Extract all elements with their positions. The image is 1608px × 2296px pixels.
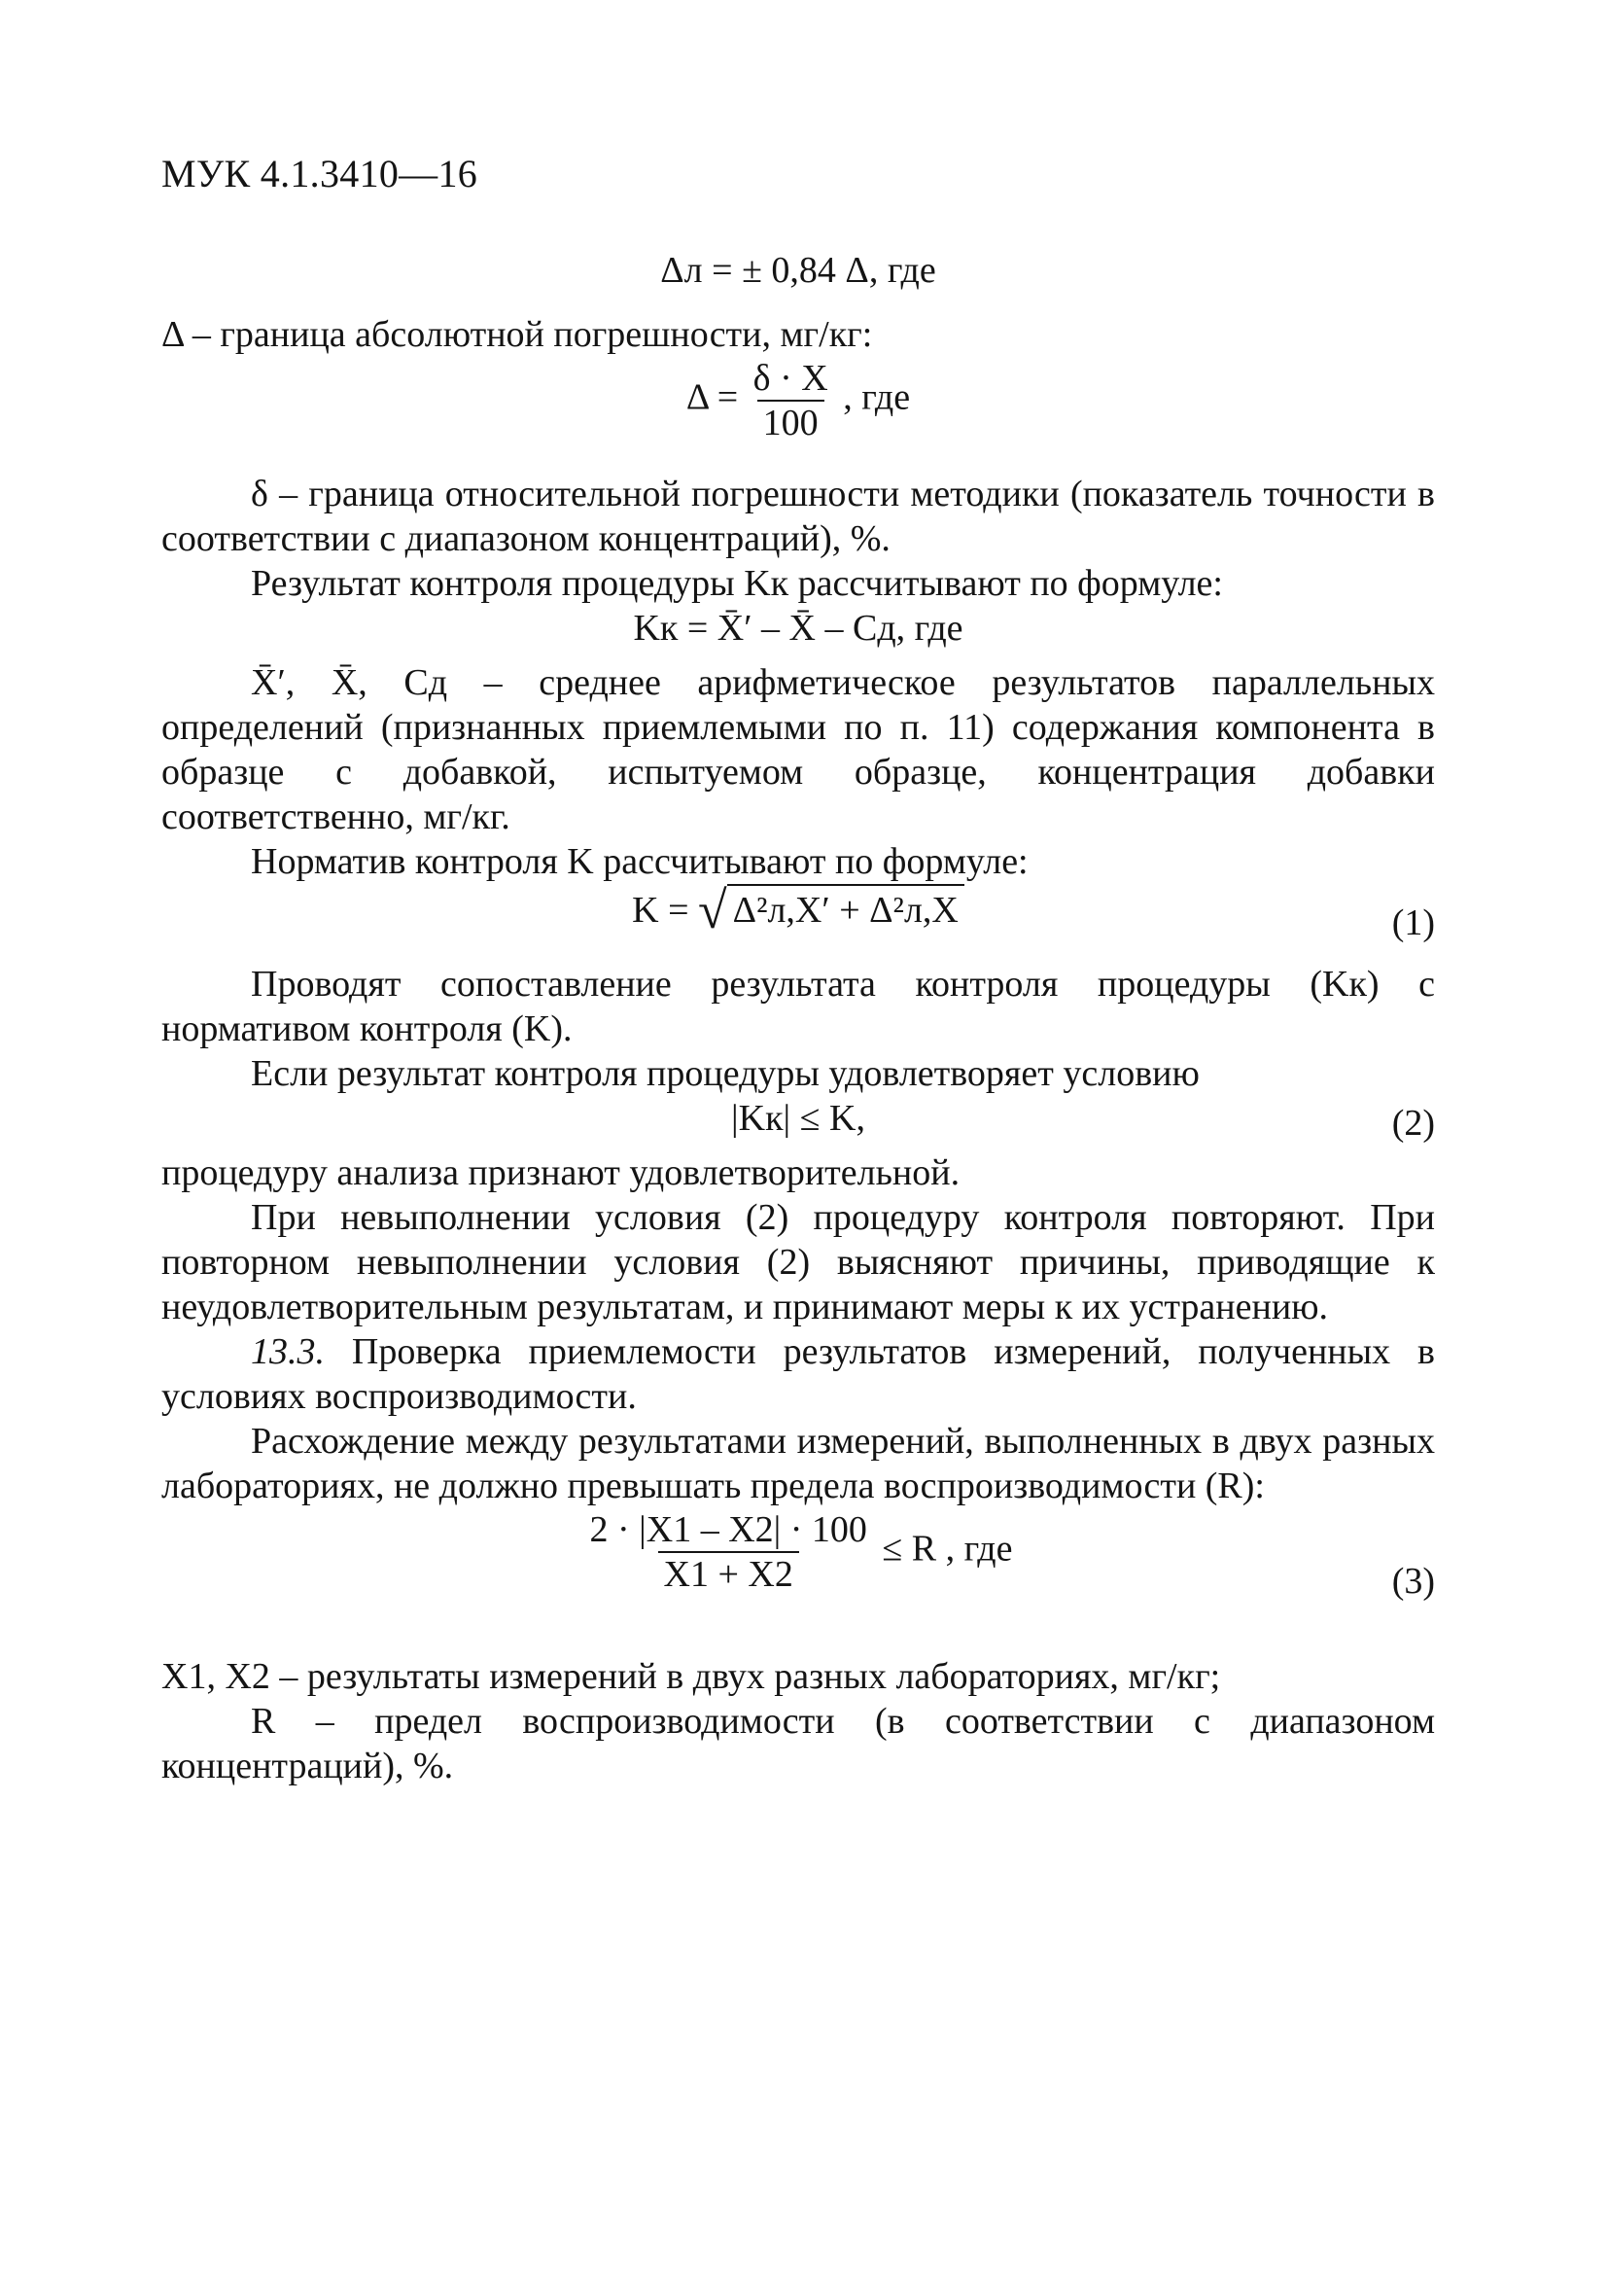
paragraph-delta-definition: Δ – граница абсолютной погрешности, мг/кг: — [161, 314, 873, 355]
paragraph-compare: Проводят сопоставление результата контроля процедуры (Kк) с нормативом контроля (K). — [161, 964, 1435, 1049]
section-title: Проверка приемлемости результатов измерений, полученных в условиях воспроизводимости. — [161, 1331, 1435, 1417]
paragraph-r-definition: R – предел воспроизводимости (в соответствии с диапазоном концентраций), %. — [161, 1701, 1435, 1786]
paragraph-x1-x2-definition: X1, X2 – результаты измерений в двух разных лабораториях, мг/кг; — [161, 1656, 1221, 1697]
formula-delta-numerator: δ · X — [752, 358, 828, 399]
formula-3-fraction — [583, 1508, 872, 1596]
formula-kk — [161, 606, 1435, 660]
equation-number-1: (1) — [1391, 902, 1435, 943]
formula-condition — [161, 1096, 1435, 1150]
paragraph-condition-intro: Если результат контроля процедуры удовлетворяет условию — [251, 1053, 1200, 1094]
formula-reproducibility — [161, 1508, 1435, 1654]
section-number: 13.3. — [251, 1331, 325, 1372]
section-13-3 — [161, 1329, 1435, 1419]
formula-3-tail: ≤ R , где — [882, 1528, 1013, 1570]
formula-k — [161, 881, 1435, 962]
paragraph-satisfactory: процедуру анализа признают удовлетворительной. — [161, 1152, 961, 1193]
paragraph-failure: При невыполнении условия (2) процедуру контроля повторяют. При повторном невыполнении условия (2) выясняют причины, приводящие к неудовлетворительным результатам, и принимают меры к их устранению. — [161, 1197, 1435, 1327]
formula-delta-fraction — [748, 357, 834, 444]
sqrt-sign: √ — [698, 881, 727, 939]
formula-k-radicand: Δ²л,X′ + Δ²л,X — [727, 884, 964, 933]
formula-3-numerator: 2 · |X1 – X2| · 100 — [589, 1509, 867, 1550]
formula-delta-l-text: Δл = ± 0,84 Δ, где — [660, 250, 936, 291]
document-body — [161, 248, 1435, 1788]
paragraph-delta-relative: δ – граница относительной погрешности методики (показатель точности в соответствии с диапазоном концентраций), %. — [161, 474, 1435, 559]
formula-delta — [161, 357, 1435, 472]
formula-delta-tail: , где — [843, 376, 911, 418]
paragraph-xbar-definition: X̄′, X̄, Cд – среднее арифметическое результатов параллельных определений (признанных приемлемыми по п. 11) содержания компонента в образце с добавкой, испытуемом образце, концентрация добавки соответственно, мг/кг. — [161, 662, 1435, 837]
paragraph-k-intro: Норматив контроля K рассчитывают по формуле: — [251, 841, 1029, 882]
formula-delta-lhs: Δ = — [685, 376, 739, 418]
formula-delta-denominator: 100 — [757, 400, 824, 444]
paragraph-divergence: Расхождение между результатами измерений, выполненных в двух разных лабораториях, не должно превышать предела воспроизводимости (R): — [161, 1421, 1435, 1506]
document-header: МУК 4.1.3410—16 — [161, 152, 478, 195]
formula-kk-text: Kк = X̄′ – X̄ – Cд, где — [633, 608, 963, 649]
formula-k-lhs: K = — [632, 890, 689, 931]
paragraph-kk-intro: Результат контроля процедуры Kк рассчитывают по формуле: — [251, 563, 1223, 604]
formula-delta-l — [161, 248, 1435, 312]
formula-condition-text: |Kк| ≤ K, — [731, 1098, 865, 1139]
equation-number-3: (3) — [1391, 1561, 1435, 1602]
formula-3-denominator: X1 + X2 — [658, 1551, 799, 1596]
equation-number-2: (2) — [1391, 1103, 1435, 1144]
